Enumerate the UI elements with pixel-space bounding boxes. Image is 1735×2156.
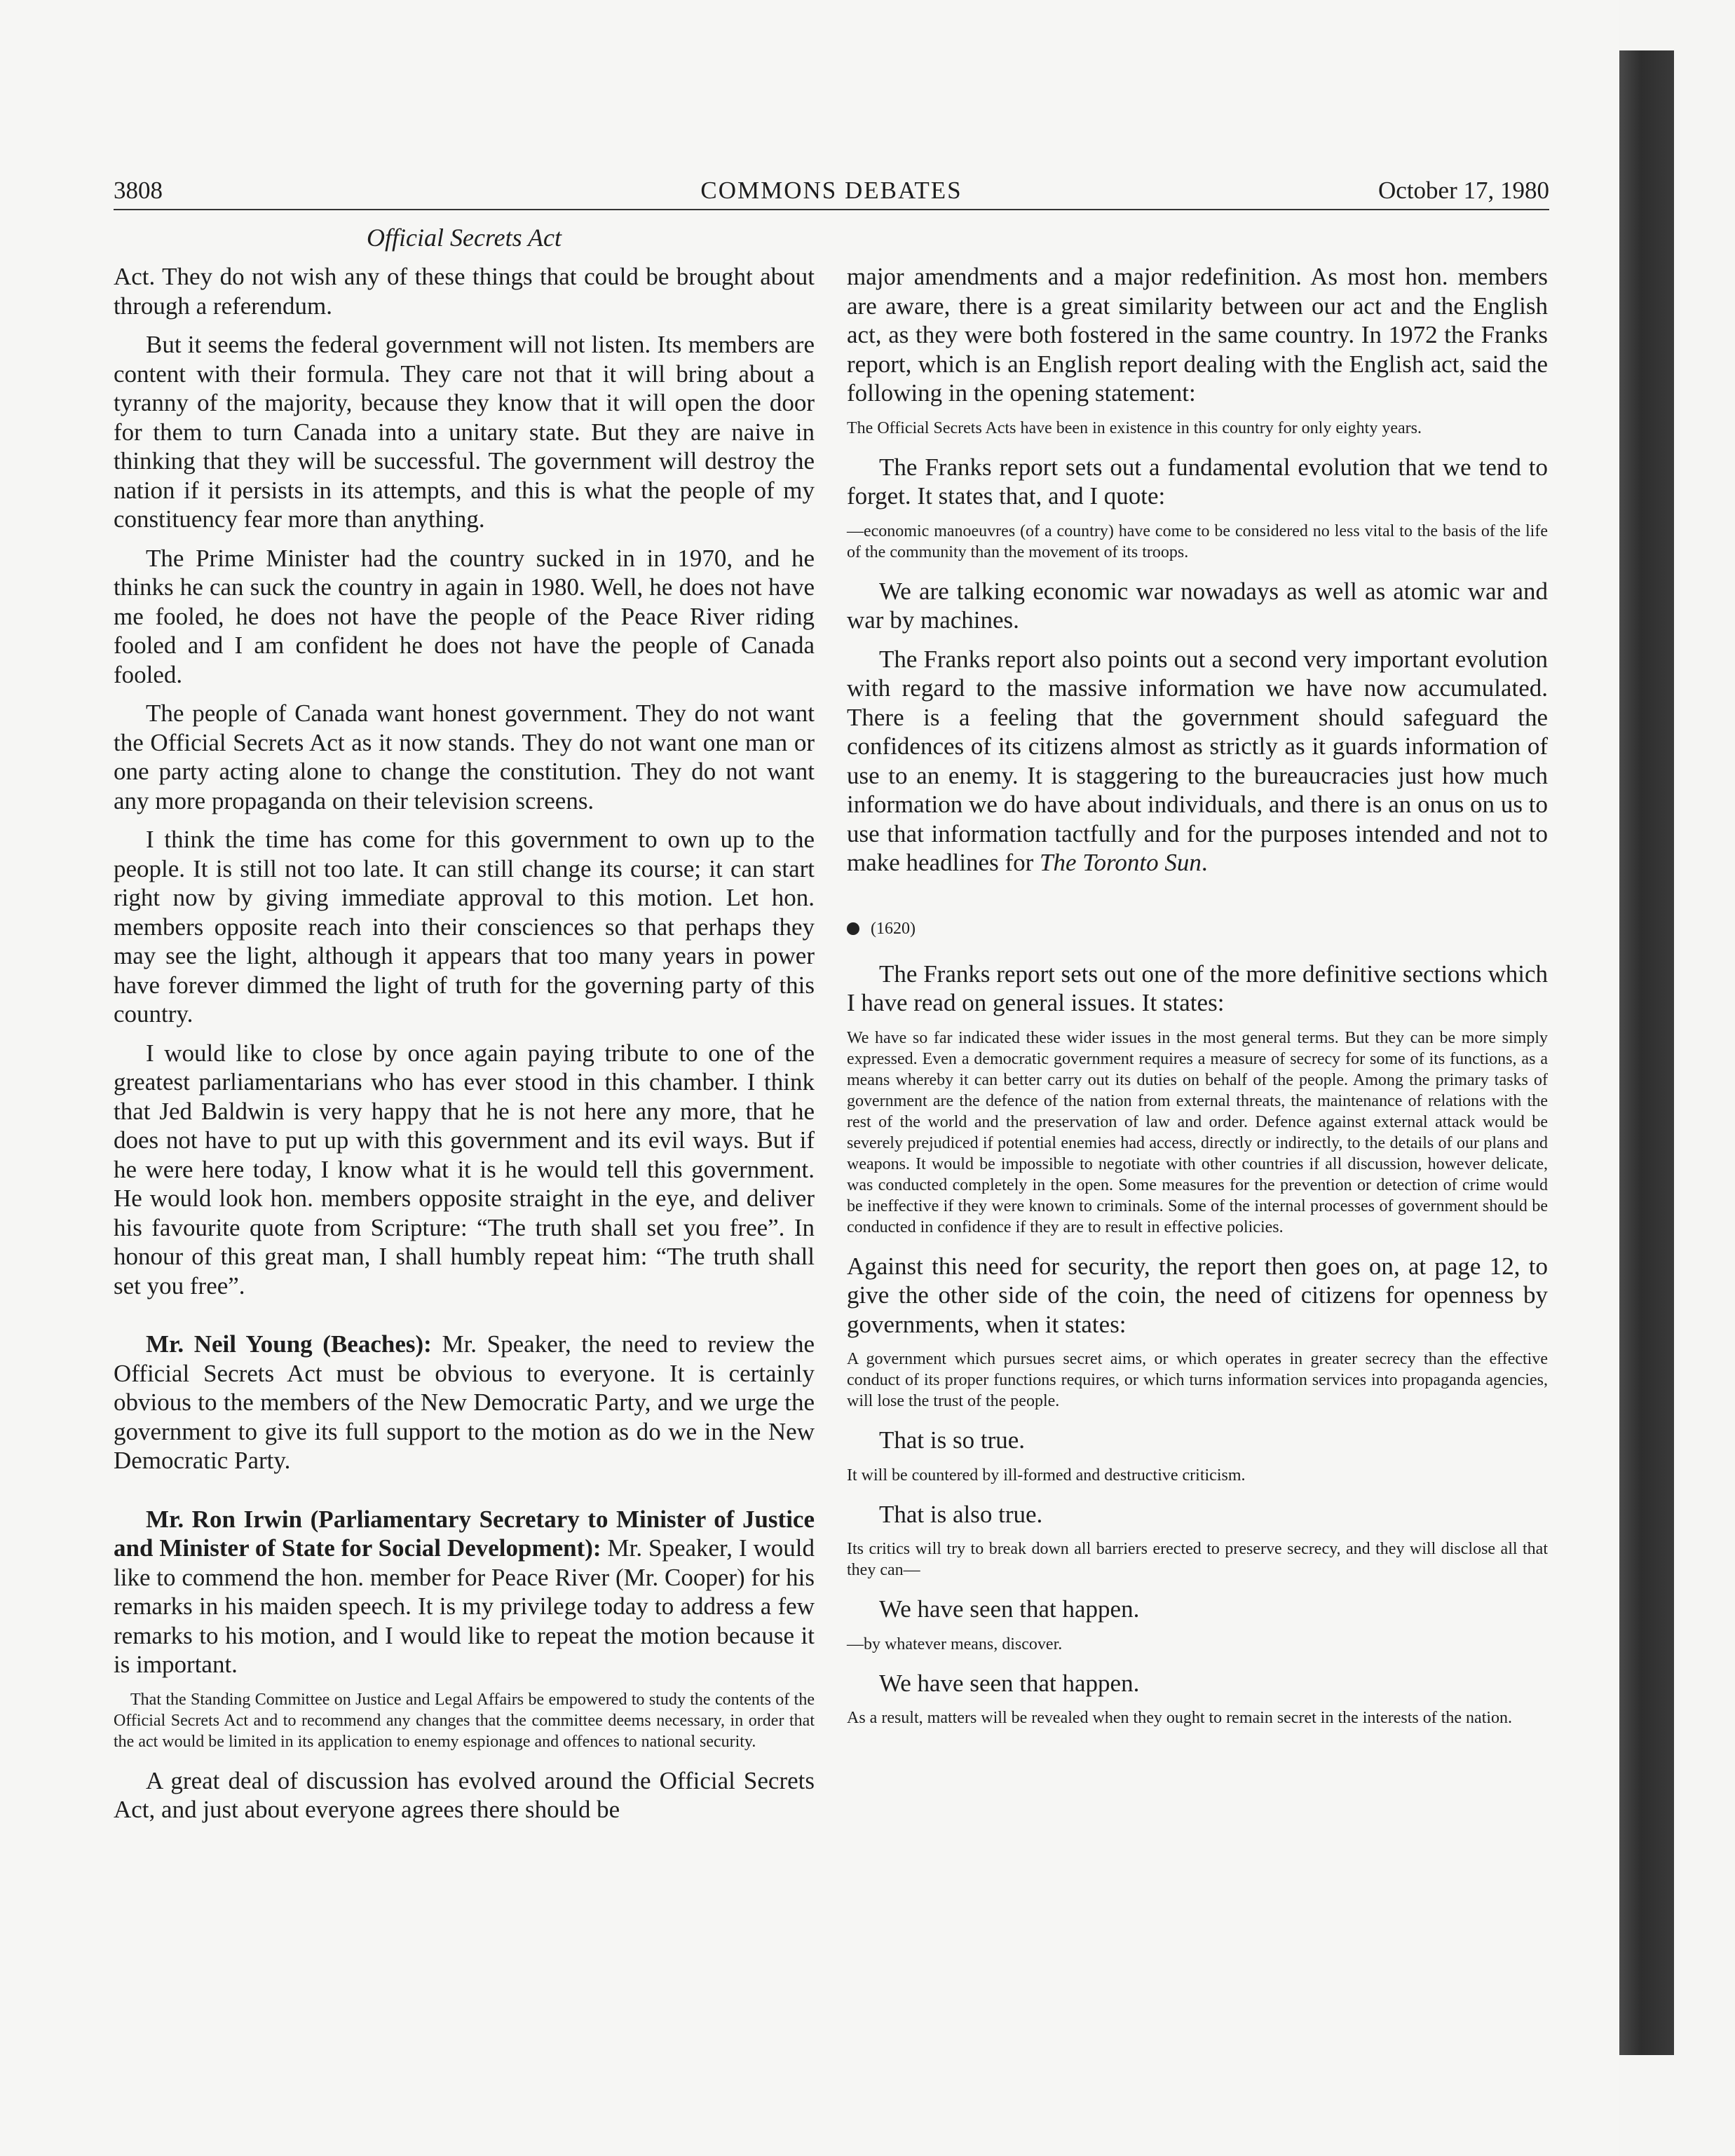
paragraph: major amendments and a major redefinition. As most hon. members are aware, there is a great similarity between our act and the English act, as they were both fostered in the same country. In 1972 the Franks report, which is an English report dealing with the English act, said the following in the opening statement: <box>847 263 1548 407</box>
publication-date: October 17, 1980 <box>1378 177 1549 204</box>
block-quote: The Official Secrets Acts have been in existence in this country for only eighty years. <box>847 418 1422 437</box>
paragraph: Act. They do not wish any of these things that could be brought about through a referendum. <box>114 263 815 320</box>
bullet-icon <box>847 922 859 935</box>
speech-ron-irwin <box>114 1505 815 1679</box>
newspaper-title: The Toronto Sun <box>1040 849 1202 876</box>
speech-text: Mr. Speaker, the need to review the Official Secrets Act must be obvious to everyone. It is certainly obvious to the members of the New Democratic Party, and we urge the government to give its full support to the motion as do we in the New Democratic Party. <box>114 1330 815 1474</box>
running-title: Official Secrets Act <box>367 224 562 252</box>
block-quote: A government which pursues secret aims, or which operates in greater secrecy than the effective conduct of its proper functions requires, or which turns information services into propaganda agencies, will lose the trust of the people. <box>847 1350 1548 1410</box>
speech-text: Mr. Speaker, I would like to commend the hon. member for Peace River (Mr. Cooper) for his remarks in his maiden speech. It is my privilege today to address a few remarks to his motion, and I would like to repeat the motion because it is important. <box>114 1534 815 1678</box>
paragraph: I would like to close by once again paying tribute to one of the greatest parliamentarians who has ever stood in this chamber. I think that Jed Baldwin is very happy that he is not here any more, that he does not have to put up with this government and its evil ways. But if he were here today, I know what it is he would tell this government. He would look hon. members opposite straight in the eye, and deliver his favourite quote from Scripture: “The truth shall set you free”. In honour of this great man, I shall humbly repeat him: “The truth shall set you free”. <box>114 1039 815 1299</box>
block-quote: Its critics will try to break down all barriers erected to preserve secrecy, and they will disclose all that they can— <box>847 1540 1548 1579</box>
time-marker-text: (1620) <box>871 919 916 938</box>
paragraph: The Prime Minister had the country sucked in in 1970, and he thinks he can suck the country in again in 1980. Well, he does not have me fooled, he does not have the people of the Peace River riding fooled and I am confident he does not have the people of Canada fooled. <box>114 544 815 688</box>
paragraph: We have seen that happen. <box>879 1595 1140 1623</box>
paragraph: I think the time has come for this government to own up to the people. It is still not too late. It can still change its course; it can start right now by giving immediate approval to this motion. Let hon. members opposite reach into their consciences so that perhaps they may see the light, although it appears that too many years in power have forever dimmed the light of truth for the governing party of this country. <box>114 826 815 1028</box>
speaker-name: Mr. Neil Young (Beaches): <box>146 1330 432 1358</box>
publication-title: COMMONS DEBATES <box>700 177 962 204</box>
paragraph: That is also true. <box>879 1500 1043 1528</box>
paragraph: The people of Canada want honest government. They do not want the Official Secrets Act as it now stands. They do not want one man or one party acting alone to change the constitution. They do not want any more propaganda on their television screens. <box>114 700 815 814</box>
block-quote: We have so far indicated these wider issues in the most general terms. But they can be more simply expressed. Even a democratic government requires a measure of secrecy for some of its functions, as a means whereby it can better carry out its duties on behalf of the people. Among the primary tasks of government are the defence of the nation from external threats, the maintenance of relations with the rest of the world and the preservation of law and order. Defence against external attack would be severely prejudiced if potential enemies had access, directly or indirectly, to the details of our plans and weapons. It would be impossible to negotiate with other countries if all discussion, however delicate, was conducted completely in the open. Some measures for the prevention or detection of crime would be ineffective if they were known to criminals. Some of the internal processes of government should be conducted in confidence if they are to result in effective policies. <box>847 1028 1548 1236</box>
block-quote: As a result, matters will be revealed when they ought to remain secret in the interests of the nation. <box>847 1709 1513 1727</box>
speech-neil-young <box>114 1330 815 1475</box>
paragraph: That is so true. <box>879 1426 1026 1454</box>
block-quote: It will be countered by ill-formed and destructive criticism. <box>847 1466 1246 1485</box>
left-column <box>114 262 815 1834</box>
page-number: 3808 <box>114 177 163 204</box>
paragraph: The Franks report sets out a fundamental evolution that we tend to forget. It states that, and I quote: <box>847 453 1548 510</box>
paragraph-text: . <box>1201 849 1208 876</box>
paragraph <box>847 645 1548 878</box>
time-marker <box>847 920 1548 939</box>
block-quote: —economic manoeuvres (of a country) have come to be considered no less vital to the basis of the life of the community than the movement of its troops. <box>847 521 1548 561</box>
paragraph-text: The Franks report also points out a second very important evolution with regard to the massive information we have now accumulated. There is a feeling that the government should safeguard the confidences of its citizens almost as strictly as it guards information of use to an enemy. It is staggering to the bureaucracies just how much information we do have about individuals, and there is an onus on us to use that information tactfully and for the purposes intended and not to make headlines for <box>847 645 1548 876</box>
paragraph: We have seen that happen. <box>879 1669 1140 1697</box>
paragraph: We are talking economic war nowadays as well as atomic war and war by machines. <box>847 577 1548 634</box>
page-header <box>114 172 1549 210</box>
scan-edge <box>1619 50 1674 2055</box>
speaker-name: Mr. Ron Irwin (Parliamentary Secretary to Minister of Justice and Minister of State for Social Development): <box>114 1505 815 1562</box>
paragraph: The Franks report sets out one of the more definitive sections which I have read on general issues. It states: <box>847 960 1548 1016</box>
paragraph: Against this need for security, the report then goes on, at page 12, to give the other side of the coin, the need of citizens for openness by governments, when it states: <box>847 1252 1548 1338</box>
right-column <box>847 262 1548 1742</box>
block-quote: —by whatever means, discover. <box>847 1635 1063 1653</box>
motion-quote: That the Standing Committee on Justice and Legal Affairs be empowered to study the contents of the Official Secrets Act and to recommend any changes that the committee deems necessary, in order that the act would be limited in its application to enemy espionage and offences to national security. <box>114 1690 815 1751</box>
paragraph: A great deal of discussion has evolved around the Official Secrets Act, and just about everyone agrees there should be <box>114 1766 815 1823</box>
paragraph: But it seems the federal government will not listen. Its members are content with their formula. They care not that it will bring about a tyranny of the majority, because they know that it will open the door for them to turn Canada into a unitary state. But they are naive in thinking that they will be successful. The government will destroy the nation if it persists in its attempts, and this is what the people of my constituency fear more than anything. <box>114 331 815 533</box>
